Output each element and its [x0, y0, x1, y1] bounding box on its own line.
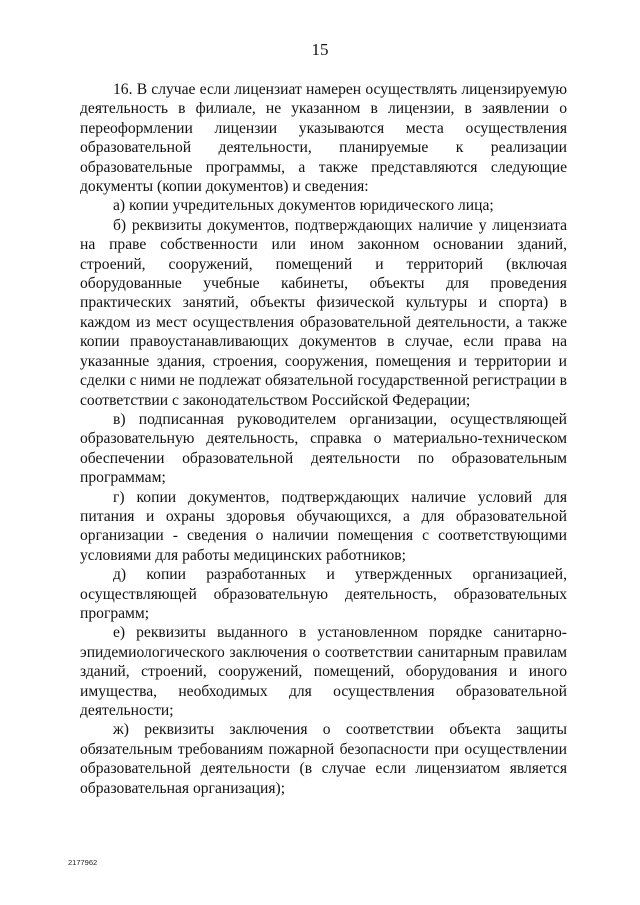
item-e: е) реквизиты выданного в установленном порядке санитарно-эпидемиологического заключения о соответствии санитарным правилам зданий, строений, сооружений, помещений, оборудования и иного имущества, необходимых для осуществления образовательной деятельности; [80, 624, 567, 719]
item-v: в) подписанная руководителем организации, осуществляющей образовательную деятельность, справка о материально-техническом обеспечении образовательной деятельности по образовательным программам; [80, 410, 567, 487]
item-g: г) копии документов, подтверждающих наличие условий для питания и охраны здоровья обучающихся, а для образовательной организации - сведения о наличии помещения с соответствующими условиями для работы медицинских работников; [80, 488, 567, 564]
page-number: 15 [311, 40, 329, 59]
document-body [80, 80, 567, 798]
document-code: 2177962 [68, 858, 98, 867]
item-a: а) копии учредительных документов юридического лица; [113, 197, 494, 215]
paragraph-16: 16. В случае если лицензиат намерен осуществлять лицензируемую деятельность в филиале, не указанном в лицензии, в заявлении о переоформлении лицензии указываются места осуществления образовательной деятельности, планируемые к реализации образовательные программы, а также представляются следующие документы (копии документов) и сведения: [80, 81, 567, 196]
item-zh: ж) реквизиты заключения о соответствии объекта защиты обязательным требованиям пожарной безопасности при осуществлении образовательной деятельности (в случае если лицензиатом является образовательная организация); [80, 721, 567, 797]
item-b: б) реквизиты документов, подтверждающих наличие у лицензиата на праве собственности или ином законном основании зданий, строений, сооружений, помещений и территорий (включая оборудованные учебные кабинеты, объекты для проведения практических занятий, объекты физической культуры и спорта) в каждом из мест осуществления образовательной деятельности, а также копии правоустанавливающих документов в случае, если права на указанные здания, строения, сооружения, помещения и территории и сделки с ними не подлежат обязательной государственной регистрации в соответствии с законодательством Российской Федерации; [80, 216, 567, 409]
item-d: д) копии разработанных и утвержденных организацией, осуществляющей образовательную деятельность, образовательных программ; [80, 566, 567, 622]
